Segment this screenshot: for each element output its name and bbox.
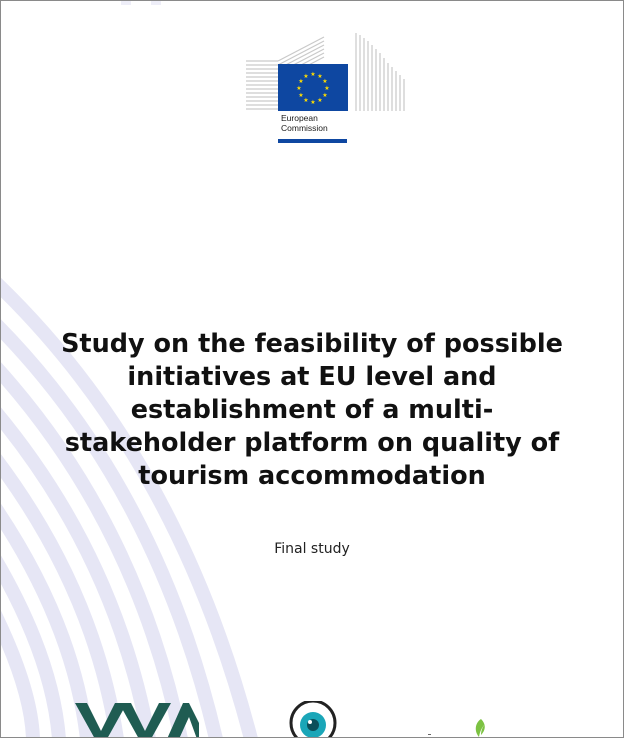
svg-text:★: ★: [303, 73, 309, 80]
logo-wordmark: [281, 113, 328, 133]
svg-text:★: ★: [317, 97, 323, 104]
eye-partner-logo: [287, 701, 339, 738]
leaf-partner-logo: [471, 717, 491, 738]
logo-line-european: European: [281, 113, 318, 123]
partner-separator-dot: [428, 734, 431, 735]
svg-text:★: ★: [324, 85, 330, 92]
svg-text:★: ★: [296, 85, 302, 92]
svg-text:★: ★: [298, 92, 304, 99]
document-title: Study on the feasibility of possible initiatives at EU level and establishment of a multi-stakeholder platform on quality of tourism accommodation: [61, 329, 563, 491]
vva-partner-logo: [75, 703, 199, 738]
svg-text:★: ★: [310, 99, 316, 106]
document-subtitle: Final study: [274, 541, 350, 557]
svg-text:★: ★: [310, 71, 316, 78]
logo-underline-bar: [278, 139, 347, 143]
svg-text:★: ★: [322, 92, 328, 99]
logo-line-commission: Commission: [281, 123, 328, 133]
svg-text:★: ★: [298, 78, 304, 85]
svg-text:★: ★: [317, 73, 323, 80]
svg-text:★: ★: [303, 97, 309, 104]
svg-text:★: ★: [322, 78, 328, 85]
